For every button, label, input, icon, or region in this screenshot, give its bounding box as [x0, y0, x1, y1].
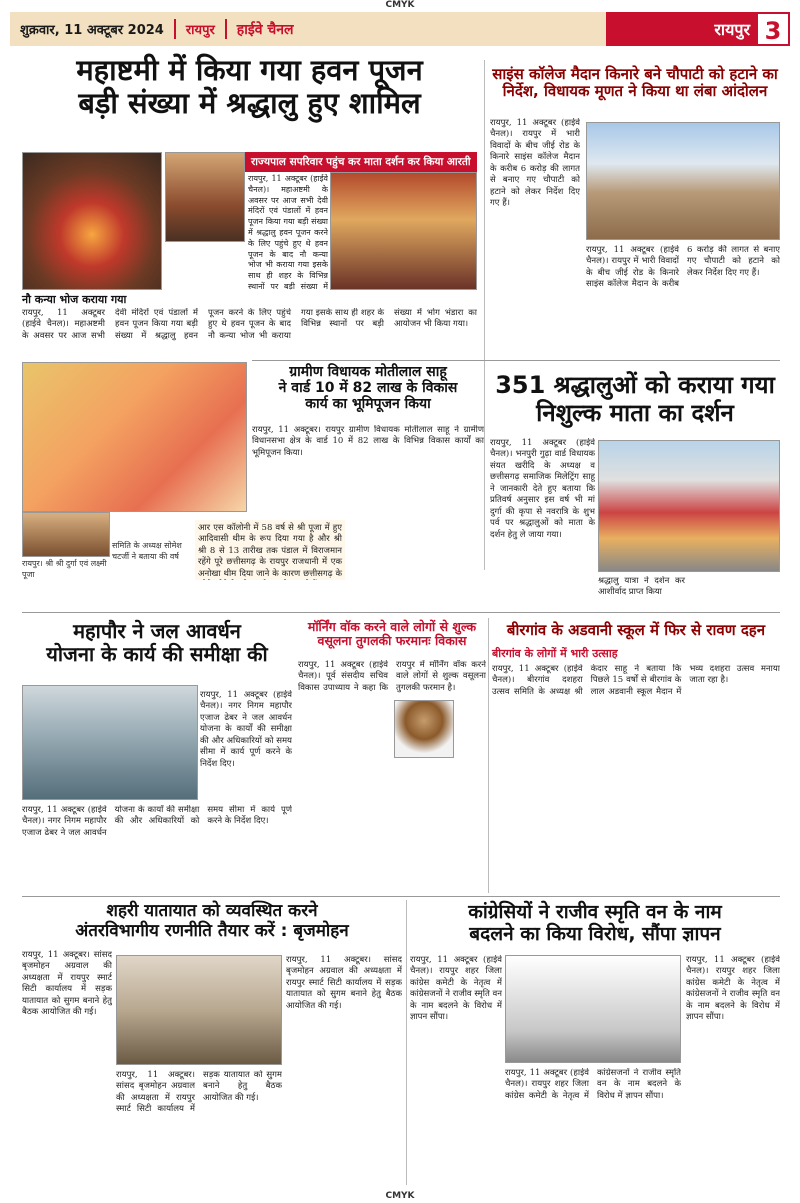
story9-body-continued: रायपुर, 11 अक्टूबर (हाईवे चैनल)। रायपुर शहर जिला कांग्रेस कमेटी के नेतृत्व में कांग्रेसजनों ने राजीव स्मृति वन के नाम बदलने के विरोध में ज्ञापन सौंपा।	[505, 1068, 681, 1101]
story8-headline-line2: अंतरविभागीय रणनीति तैयार करें : बृजमोहन	[75, 920, 349, 941]
edition-city: रायपुर	[185, 23, 215, 38]
pilgrims-bus-photo	[598, 440, 780, 572]
section-divider	[22, 612, 780, 613]
congress-memorandum-photo	[505, 955, 681, 1063]
story3-body: रायपुर, 11 अक्टूबर (हाईवे चैनल)। भनपुरी गुढ़ा वार्ड विधायक संयत खरीदि के अध्यक्ष व छत्तीसगढ़ समाजिक मिलेट्रिंग साहू ने जानकारी देते हुए बताया कि प्रतिवर्ष अनुसार इस वर्ष भी मां दुर्गा की कृपा से नवरात्रि के शुभ पर्व पर श्रद्धालुओं को माता के दर्शन हेतु ले जाया गया।	[490, 438, 595, 540]
color-registration-bottom: CMYK	[385, 1191, 415, 1201]
havan-photo	[22, 152, 162, 290]
page-number: 3	[756, 12, 790, 46]
story6-headline-line2: वसूलना तुगलकी फरमानः विकास	[317, 633, 467, 649]
story6-headline-line1: मॉर्निंग वॉक करने वाले लोगों से शुल्क	[307, 619, 477, 634]
story9-body: रायपुर, 11 अक्टूबर (हाईवे चैनल)। रायपुर शहर जिला कांग्रेस कमेटी के नेतृत्व में कांग्रेसजनों ने राजीव स्मृति वन के नाम बदलने के विरोध में ज्ञापन सौंपा।	[410, 955, 502, 1023]
story7-subhead: बीरगांव के लोगों में भारी उत्साह	[492, 647, 618, 660]
column-divider	[484, 60, 485, 570]
story8-body-continued: रायपुर, 11 अक्टूबर। सांसद बृजमोहन अग्रवाल की अध्यक्षता में रायपुर स्मार्ट सिटी कार्यालय में सड़क यातायात को सुगम बनाने हेतु बैठक आयोजित की गई।	[116, 1070, 282, 1115]
story1-headline-line1: महाष्टमी में किया गया हवन पूजन	[76, 53, 423, 87]
story1-sidebar-text: रायपुर, 11 अक्टूबर (हाईवे चैनल)। महाअष्टमी के अवसर पर आज सभी देवी मंदिरों एवं पंडालों में हवन पूजन किया गया बड़ी संख्या में श्रद्धालु हवन पूजन करने के लिए पहुंचे हुए थे हवन पूजन के बाद नौ कन्या भोज भी कराया गया इसके साथ ही शहर के विभिन्न स्थानों पर बड़ी संख्या में	[248, 174, 328, 290]
story4-inset: आर एस कॉलोनी में 58 वर्ष से श्री पूजा में हुए आदिवासी थीम के रूप दिया गया है और श्री श्री 8 से 13 तारीख तक पंडाल में विराजमान रहेंगे पूरे छत्तीसगढ़ के रायपुर राजधानी में एक अनोखा थीम दिया जाने के कारण छत्तीसगढ़ के	[195, 520, 345, 580]
story5-headline	[22, 620, 292, 666]
masthead-divider	[174, 19, 176, 39]
governor-photo	[330, 172, 477, 290]
pandal-small-photo	[22, 512, 110, 557]
story5-body: रायपुर, 11 अक्टूबर (हाईवे चैनल)। नगर निगम महापौर एजाज ढेबर ने जल आवर्धन योजना के कार्यों की समीक्षा की और अधिकारियों को समय सीमा में कार्य पूर्ण करने के निर्देश दिए।	[22, 805, 292, 838]
story2-body: रायपुर, 11 अक्टूबर (हाईवे चैनल)। रायपुर में भारी विवादों के बीच जीई रोड के किनारे साइंस कॉलेज मैदान के करीब 6 करोड़ की लागत से बनाए गए चौपाटी को हटाने को लेकर निर्देश दिए गए हैं।	[490, 118, 580, 209]
story4-headline-line2: ने वार्ड 10 में 82 लाख के विकास	[278, 380, 458, 397]
story7-body: रायपुर, 11 अक्टूबर (हाईवे चैनल)। बीरगांव दशहरा उत्सव समिति के अध्यक्ष श्री केदार साहू ने बताया कि पिछले 15 वर्षों से बीरगांव के लाल अडवानी स्कूल मैदान में भव्य दशहरा उत्सव मनाया जाता रहा है।	[492, 664, 780, 697]
story7-headline: बीरगांव के अडवानी स्कूल में फिर से रावण दहन	[506, 621, 766, 639]
brijmohan-meeting-photo	[116, 955, 282, 1065]
durga-pandal-photo	[22, 362, 247, 512]
story1-headline-line2: बड़ी संख्या में श्रद्धालु हुए शामिल	[78, 86, 421, 121]
story1-headline	[22, 54, 477, 121]
story6-body: रायपुर, 11 अक्टूबर (हाईवे चैनल)। पूर्व संसदीय सचिव विकास उपाध्याय ने कहा कि रायपुर में मॉर्निंग वॉक करने वाले लोगों से शुल्क वसूलना तुगलकी फरमान है।	[298, 660, 486, 693]
column-divider	[488, 618, 489, 893]
chowpatty-photo	[586, 122, 780, 240]
story1-photo-caption: नौ कन्या भोज कराया गया	[22, 293, 127, 306]
story4-body: रायपुर, 11 अक्टूबर। रायपुर ग्रामीण विधायक मोतीलाल साहू ने ग्रामीण विधानसभा क्षेत्र के वार्ड 10 में 82 लाख के विभिन्न विकास कार्यों का भूमिपूजन किया।	[252, 425, 484, 458]
story9-headline	[410, 902, 780, 946]
story1-banner: राज्यपाल सपरिवार पहुंच कर माता दर्शन कर किया आरती	[245, 152, 477, 172]
story4-headline-line3: कार्य का भूमिपूजन किया	[305, 396, 431, 413]
masthead-left	[10, 12, 606, 46]
newspaper-brand: हाईवे चैनल	[236, 21, 294, 38]
story5-sidebar: रायपुर, 11 अक्टूबर (हाईवे चैनल)। नगर निगम महापौर एजाज ढेबर ने जल आवर्धन योजना के कार्यों की समीक्षा की और अधिकारियों को समय सीमा में कार्य पूर्ण करने के निर्देश दिए।	[200, 690, 292, 769]
story8-sidebar: रायपुर, 11 अक्टूबर। सांसद बृजमोहन अग्रवाल की अध्यक्षता में रायपुर स्मार्ट सिटी कार्यालय में सड़क यातायात को सुगम बनाने हेतु बैठक आयोजित की गई।	[286, 955, 402, 1011]
story3-caption: श्रद्धालु यात्रा ने दर्शन कर आशीर्वाद प्राप्त किया	[598, 576, 685, 598]
story2-headline: साइंस कॉलेज मैदान किनारे बने चौपाटी को हटाने का निर्देश, विधायक मूणत ने किया था लंबा आंदोलन	[492, 65, 778, 101]
story5-headline-line1: महापौर ने जल आवर्धन	[73, 619, 241, 643]
story9-headline-line2: बदलने का किया विरोध, सौंपा ज्ञापन	[469, 922, 721, 945]
color-registration-top: CMYK	[385, 0, 415, 10]
story6-headline	[298, 620, 486, 649]
masthead	[10, 12, 790, 46]
story8-body: रायपुर, 11 अक्टूबर। सांसद बृजमोहन अग्रवाल की अध्यक्षता में रायपुर स्मार्ट सिटी कार्यालय में सड़क यातायात को सुगम बनाने हेतु बैठक आयोजित की गई।	[22, 950, 112, 1018]
deity-photo	[165, 152, 245, 242]
story2-body-continued: रायपुर, 11 अक्टूबर (हाईवे चैनल)। रायपुर में भारी विवादों के बीच जीई रोड के किनारे साइंस कॉलेज मैदान के करीब 6 करोड़ की लागत से बनाए गए चौपाटी को हटाने को लेकर निर्देश दिए गए हैं।	[586, 245, 780, 290]
story4-headline	[252, 364, 484, 412]
story1-body: रायपुर, 11 अक्टूबर (हाईवे चैनल)। महाअष्टमी के अवसर पर आज सभी देवी मंदिरों एवं पंडालों में हवन पूजन किया गया बड़ी संख्या में श्रद्धालु हवन पूजन करने के लिए पहुंचे हुए थे हवन पूजन के बाद नौ कन्या भोज भी कराया गया इसके साथ ही शहर के विभिन्न स्थानों पर बड़ी संख्या में भोग भंडारा का आयोजन भी किया गया।	[22, 308, 477, 341]
story4-caption-left: रायपुर। श्री श्री दुर्गा एवं लक्ष्मी पूजा	[22, 559, 107, 579]
vikas-upadhyay-photo	[394, 700, 454, 758]
story9-headline-line1: कांग्रेसियों ने राजीव स्मृति वन के नाम	[468, 901, 722, 923]
masthead-divider	[225, 19, 227, 39]
story5-headline-line2: योजना के कार्य की समीक्षा की	[46, 642, 268, 666]
story4-caption-right: समिति के अध्यक्ष सोमेश चटर्जी ने बताया की वर्ष	[112, 541, 182, 561]
story4-headline-line1: ग्रामीण विधायक मोतीलाल साहू	[289, 364, 447, 380]
section-divider	[22, 896, 780, 897]
story8-headline	[22, 902, 402, 941]
story8-headline-line1: शहरी यातायात को व्यवस्थित करने	[106, 901, 318, 921]
story9-sidebar: रायपुर, 11 अक्टूबर (हाईवे चैनल)। रायपुर शहर जिला कांग्रेस कमेटी के नेतृत्व में कांग्रेसजनों ने राजीव स्मृति वन के नाम बदलने के विरोध में ज्ञापन सौंपा।	[686, 955, 780, 1023]
column-divider	[406, 900, 407, 1185]
story-divider	[252, 360, 780, 361]
issue-date: शुक्रवार, 11 अक्टूबर 2024	[20, 23, 164, 38]
mayor-meeting-photo	[22, 685, 198, 800]
section-label: रायपुर	[606, 12, 790, 46]
story3-headline: 351 श्रद्धालुओं को कराया गया निशुल्क माता का दर्शन	[495, 371, 775, 427]
